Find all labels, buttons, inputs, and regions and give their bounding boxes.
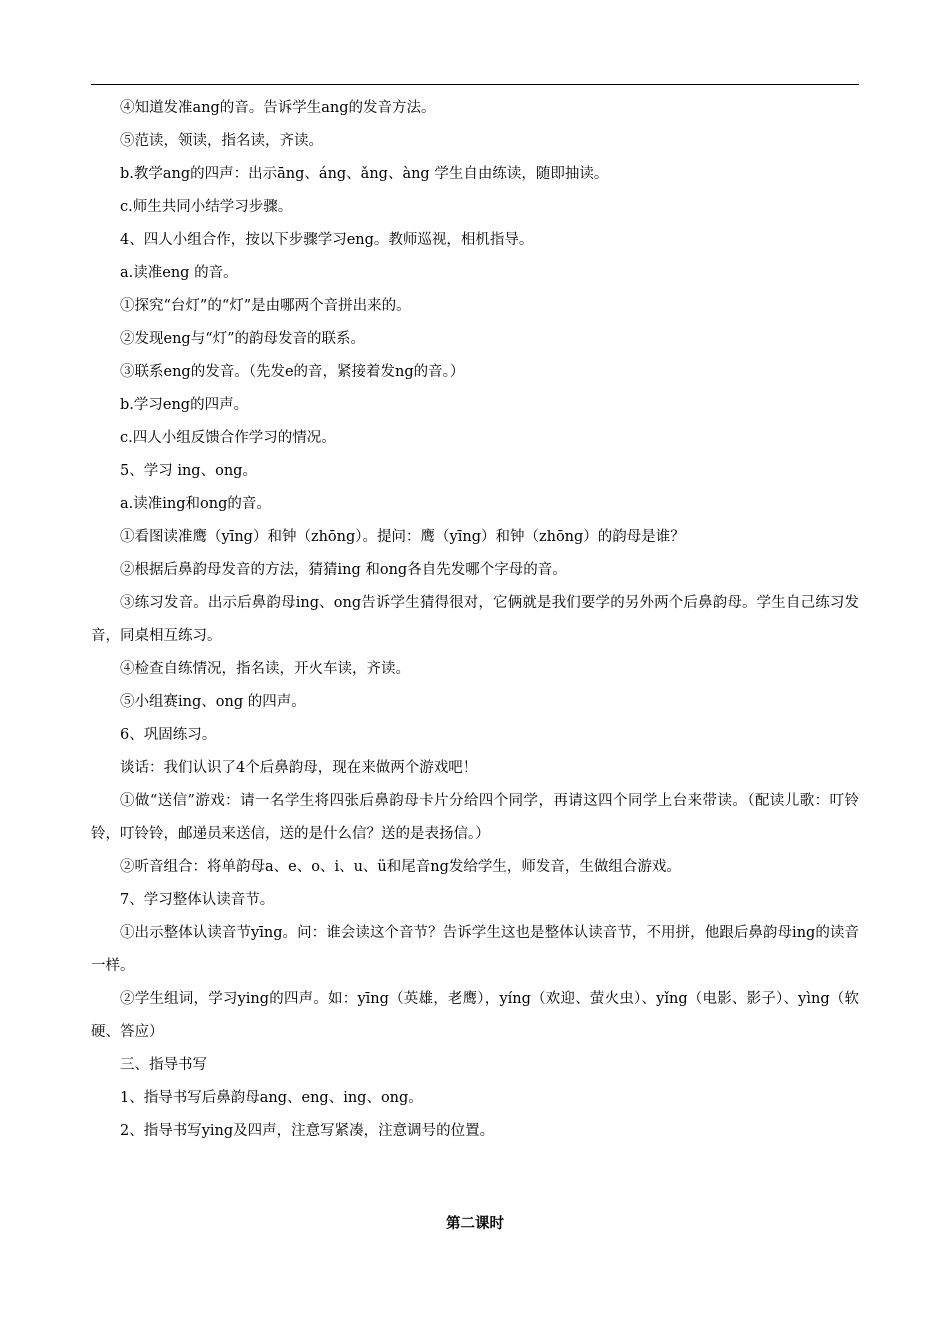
- body-text: [91, 92, 859, 1148]
- paragraph: 6、巩固练习。: [120, 727, 217, 743]
- paragraph: 2、指导书写ying及四声，注意写紧凑，注意调号的位置。: [120, 1123, 495, 1139]
- paragraph: ②学生组词，学习ying的四声。如：yīng（英雄，老鹰），yíng（欢迎、萤火虫）、yǐng（电影、影子）、yìng（软硬、答应）: [91, 991, 859, 1040]
- paragraph: b.学习eng的四声。: [120, 397, 249, 413]
- paragraph: 三、指导书写: [120, 1057, 207, 1073]
- paragraph: a.读准ing和ong的音。: [120, 496, 271, 512]
- paragraph: ②发现eng与“灯”的韵母发音的联系。: [120, 331, 366, 347]
- paragraph: 5、学习 ing、ong。: [120, 463, 257, 479]
- paragraph: b.教学ang的四声：出示āng、áng、ǎng、àng 学生自由练读，随即抽读。: [120, 166, 609, 182]
- paragraph: ②听音组合：将单韵母a、e、o、i、u、ü和尾音ng发给学生，师发音，生做组合游戏。: [120, 859, 681, 875]
- paragraph: ①探究“台灯”的“灯”是由哪两个音拼出来的。: [120, 298, 411, 314]
- paragraph: 4、四人小组合作，按以下步骤学习eng。教师巡视，相机指导。: [120, 232, 534, 248]
- paragraph: ⑤小组赛ing、ong 的四声。: [120, 694, 306, 710]
- paragraph: a.读准eng 的音。: [120, 265, 238, 281]
- paragraph: 谈话：我们认识了4个后鼻韵母，现在来做两个游戏吧！: [120, 760, 478, 776]
- paragraph: 7、学习整体认读音节。: [120, 892, 275, 908]
- section-heading: 第二课时: [446, 1215, 504, 1232]
- paragraph: ①做“送信”游戏：请一名学生将四张后鼻韵母卡片分给四个同学，再请这四个同学上台来带读。（配读儿歌：叮铃铃，叮铃铃，邮递员来送信，送的是什么信？送的是表扬信。）: [91, 793, 859, 842]
- paragraph: ③练习发音。出示后鼻韵母ing、ong告诉学生猜得很对，它俩就是我们要学的另外两个后鼻韵母。学生自己练习发音，同桌相互练习。: [91, 595, 859, 644]
- header-rule: [91, 84, 859, 85]
- paragraph: ④知道发准ang的音。告诉学生ang的发音方法。: [120, 100, 436, 116]
- paragraph: ②根据后鼻韵母发音的方法，猜猜ing 和ong各自先发哪个字母的音。: [120, 562, 567, 578]
- paragraph: ①看图读准鹰（yīng）和钟（zhōng）。提问：鹰（yīng）和钟（zhōng）的韵母是谁？: [120, 529, 685, 545]
- paragraph: c.四人小组反馈合作学习的情况。: [120, 430, 336, 446]
- paragraph: ③联系eng的发音。（先发e的音，紧接着发ng的音。）: [120, 364, 465, 380]
- paragraph: ①出示整体认读音节yīng。问：谁会读这个音节？告诉学生这也是整体认读音节，不用拼，他跟后鼻韵母ing的读音一样。: [91, 925, 859, 974]
- paragraph: ⑤范读，领读，指名读，齐读。: [120, 133, 323, 149]
- paragraph: 1、指导书写后鼻韵母ang、eng、ing、ong。: [120, 1090, 423, 1106]
- paragraph: ④检查自练情况，指名读，开火车读，齐读。: [120, 661, 410, 677]
- paragraph: c.师生共同小结学习步骤。: [120, 199, 293, 215]
